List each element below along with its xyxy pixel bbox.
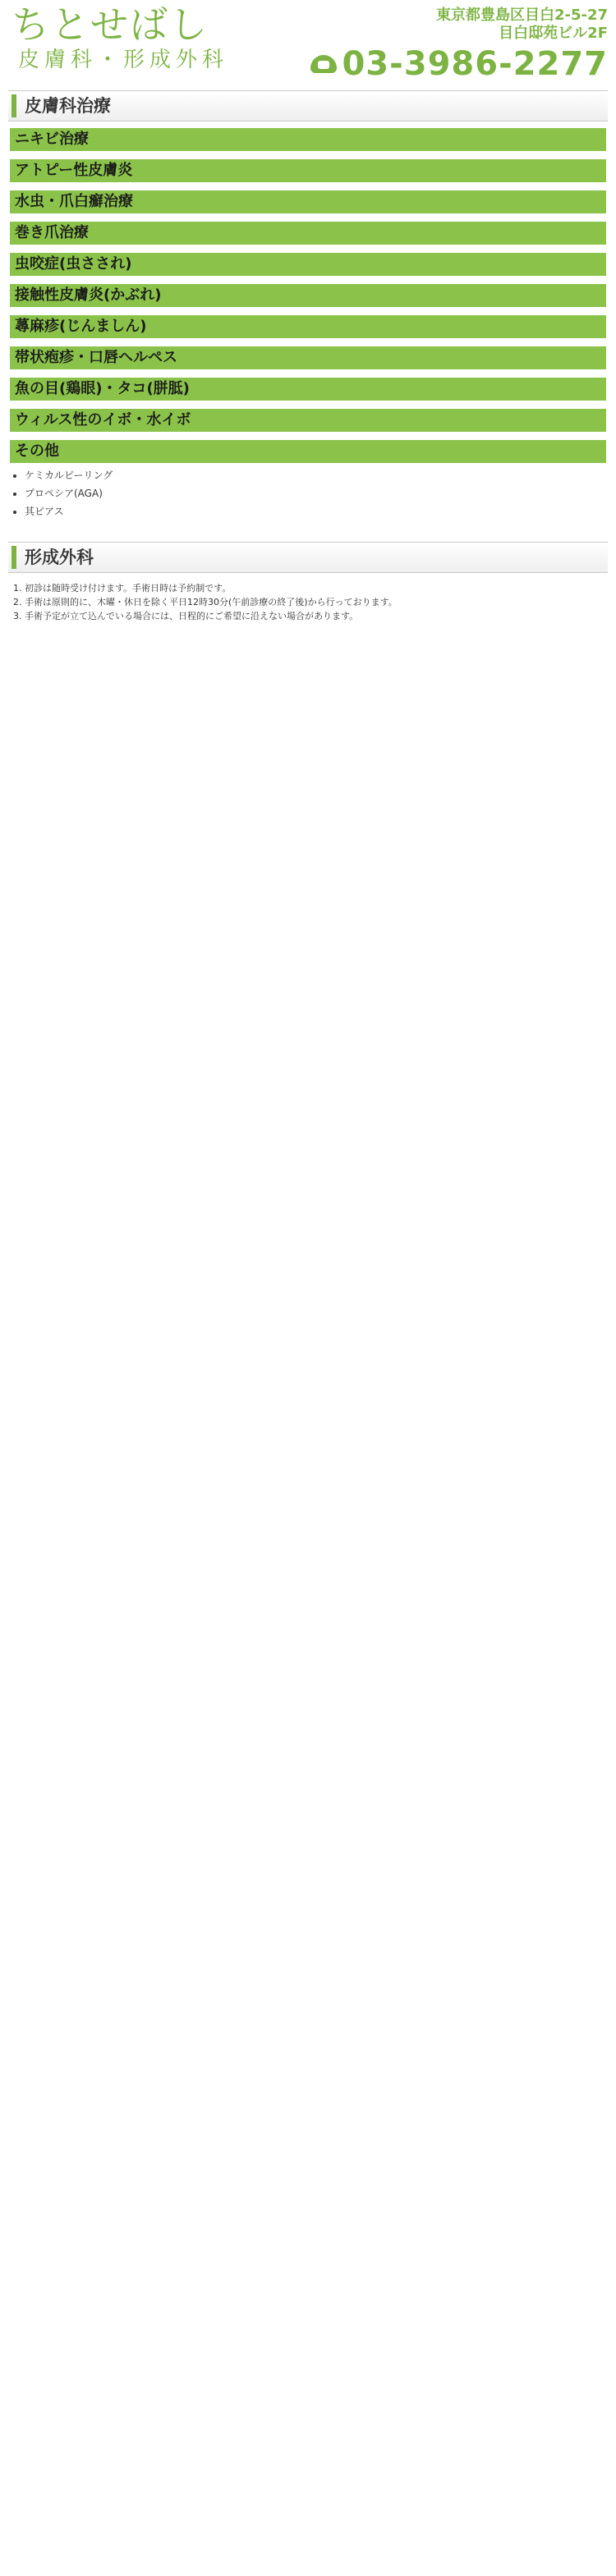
subsection-heading [10,346,606,369]
subsection-title: 魚の目(鶏眼)・タコ(胼胝) [15,380,190,397]
subsection-heading [10,378,606,401]
subsection-title: 帯状疱疹・口唇ヘルペス [15,349,177,366]
phone-icon [310,55,337,73]
subsection-title: 蕁麻疹(じんましん) [15,318,147,335]
step-item: 1. 初診は随時受け付けます。手術日時は予約制です。 [25,581,605,595]
address-line-2: 目白邸苑ビル2F [499,25,608,42]
list-item: • ケミカルピーリング [25,466,605,484]
step-item: 3. 手術予定が立て込んでいる場合には、日程的にご希望に沿えない場合があります。 [25,609,605,623]
subsection-heading [10,222,606,245]
subsection-title: ニキビ治療 [15,131,89,148]
subsection-heading [10,315,606,338]
page [0,0,616,623]
list-item: • 其ピアス [25,502,605,520]
section-title: 形成外科 [25,548,94,567]
phone-text: 03-3986-2277 [342,45,608,83]
others-list [25,466,605,520]
clinic-address [361,7,608,43]
phone-number[interactable] [310,46,608,82]
list-item: • プロペシア(AGA) [25,484,605,502]
section-bar [11,546,16,569]
step-item: 2. 手術は原則的に、木曜・休日を除く平日12時30分(午前診療の終了後)から行っております。 [25,595,605,609]
section-title: 皮膚科治療 [25,96,111,116]
surgery-steps [25,581,605,623]
clinic-departments: 皮膚科・形成外科 [18,48,229,72]
subsection-heading [10,253,606,276]
subsection-title: 巻き爪治療 [15,224,89,241]
site-header [0,0,616,85]
subsection-heading-others [10,440,606,463]
subsection-title: その他 [15,442,59,460]
dermatology-sections [0,128,616,432]
subsection-title: アトピー性皮膚炎 [15,162,133,179]
subsection-title: ウィルス性のイボ・水イボ [15,411,191,429]
section-bar [11,94,16,117]
subsection-heading [10,190,606,213]
subsection-heading [10,128,606,151]
section-heading-dermatology [8,90,608,121]
subsection-title: 接触性皮膚炎(かぶれ) [15,286,162,304]
subsection-heading [10,159,606,182]
subsection-heading [10,409,606,432]
clinic-name[interactable]: ちとせばし [11,2,209,47]
subsection-heading [10,284,606,307]
subsection-title: 虫咬症(虫さされ) [15,255,132,273]
address-line-1: 東京都豊島区目白2-5-27 [435,7,608,24]
section-heading-plastic-surgery [8,542,608,573]
subsection-title: 水虫・爪白癬治療 [15,193,133,210]
